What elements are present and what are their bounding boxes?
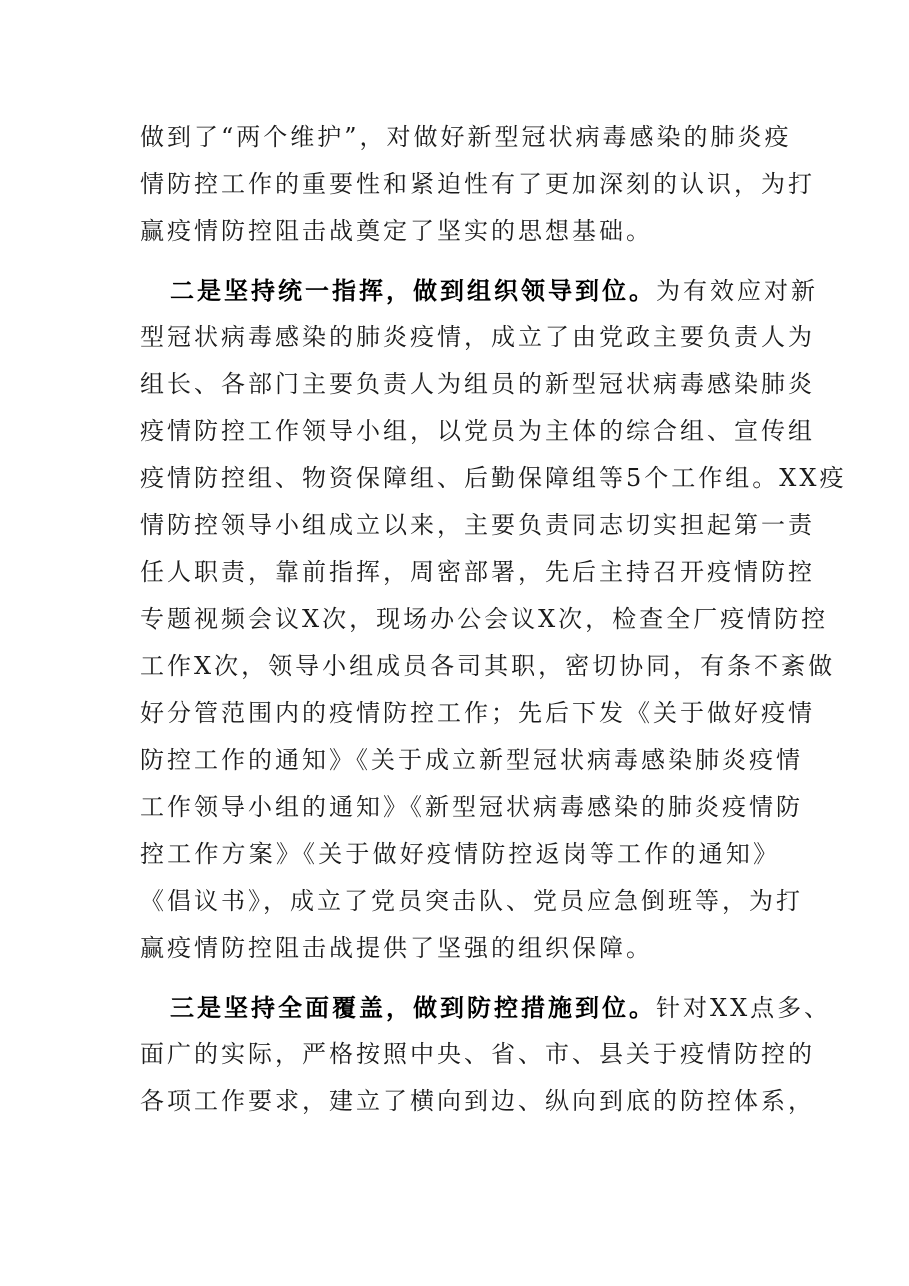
text-line: 防控工作的通知》《关于成立新型冠状病毒感染肺炎疫情 <box>140 746 803 774</box>
text-line: 任人职责，靠前指挥，周密部署，先后主持召开疫情防控 <box>140 558 815 586</box>
text-line: 赢疫情防控阻击战提供了坚强的组织保障。 <box>140 934 653 962</box>
text-line: 控工作方案》《关于做好疫情防控返岗等工作的通知》 <box>140 840 780 868</box>
text-line: 专题视频会议X次，现场办公会议X次，检查全厂疫情防控 <box>140 605 829 633</box>
text-line: 工作领导小组的通知》《新型冠状病毒感染的肺炎疫情防 <box>140 793 803 821</box>
text-line: 面广的实际，严格按照中央、省、市、县关于疫情防控的 <box>140 1040 815 1068</box>
paragraph-heading: 二是坚持统一指挥，做到组织领导到位。 <box>170 276 656 305</box>
text-line: 工作X次，领导小组成员各司其职，密切协同，有条不紊做 <box>140 652 836 680</box>
text-line: 情防控领导小组成立以来，主要负责同志切实担起第一责 <box>140 511 815 539</box>
text-segment: 针对XX点多、 <box>656 994 832 1022</box>
text-line: 赢疫情防控阻击战奠定了坚实的思想基础。 <box>140 217 653 245</box>
text-line: 情防控工作的重要性和紧迫性有了更加深刻的认识，为打 <box>140 170 815 198</box>
text-line: 疫情防控工作领导小组，以党员为主体的综合组、宣传组 <box>140 417 815 445</box>
text-line: 疫情防控组、物资保障组、后勤保障组等5个工作组。XX疫 <box>140 464 847 492</box>
text-line: 好分管范围内的疫情防控工作；先后下发《关于做好疫情 <box>140 699 815 727</box>
text-line: 做到了“两个维护”，对做好新型冠状病毒感染的肺炎疫 <box>140 123 792 151</box>
paragraph-2 <box>140 267 847 972</box>
text-line: 组长、各部门主要负责人为组员的新型冠状病毒感染肺炎 <box>140 370 815 398</box>
paragraph-heading: 三是坚持全面覆盖，做到防控措施到位。 <box>170 993 656 1022</box>
text-line: 各项工作要求，建立了横向到边、纵向到底的防控体系， <box>140 1087 815 1115</box>
text-segment: 为有效应对新 <box>656 277 818 305</box>
text-line: 《倡议书》，成立了党员突击队、党员应急倒班等，为打 <box>140 887 803 915</box>
text-line <box>140 984 832 1031</box>
document-body <box>140 114 847 1137</box>
text-line: 型冠状病毒感染的肺炎疫情，成立了由党政主要负责人为 <box>140 323 815 351</box>
text-line <box>140 267 818 314</box>
paragraph-1 <box>140 114 815 255</box>
paragraph-3 <box>140 984 832 1125</box>
